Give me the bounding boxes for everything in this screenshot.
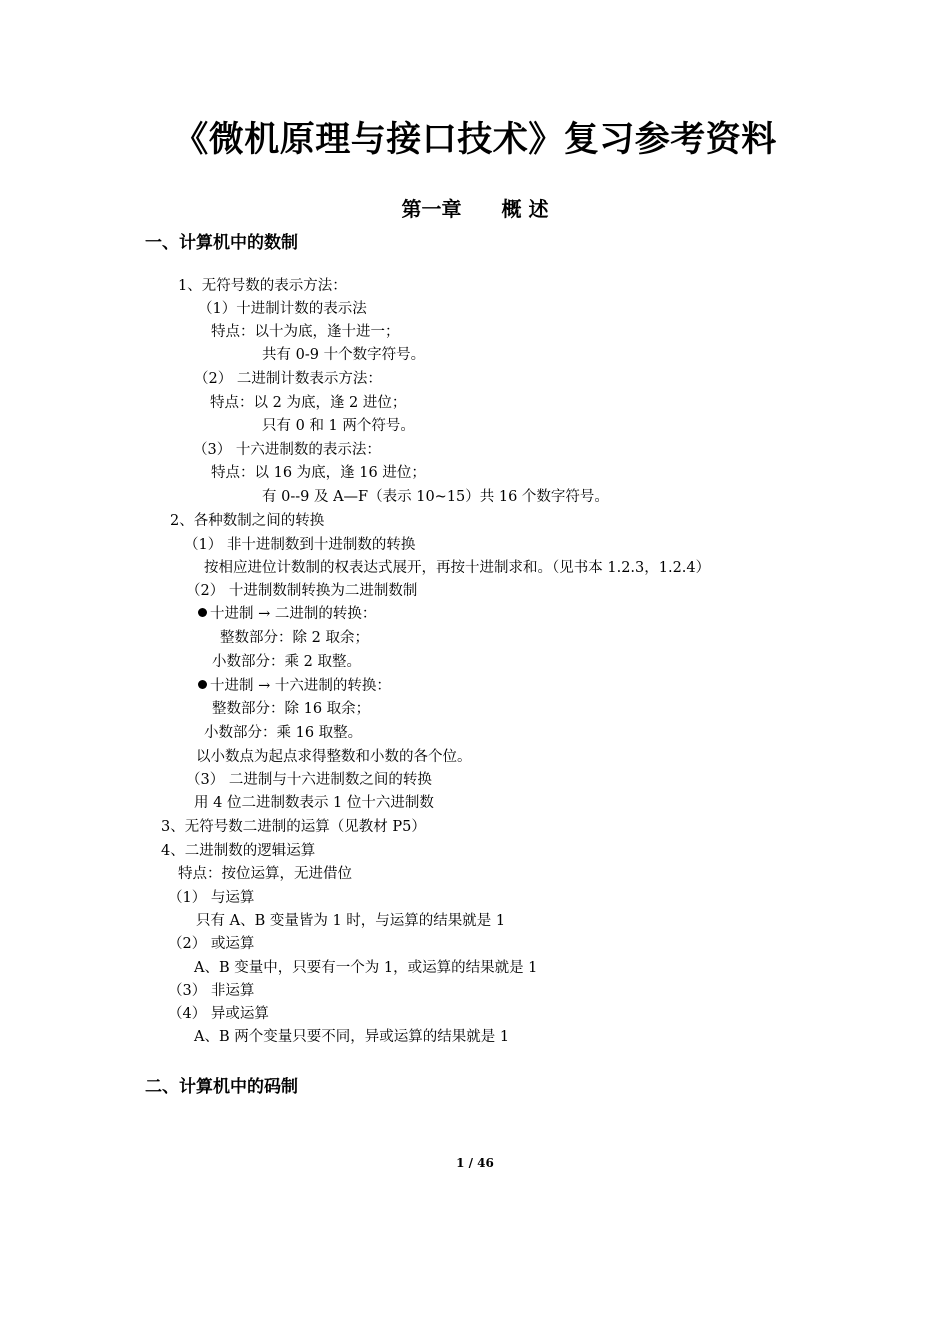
text-line: 整数部分：除 2 取余； — [220, 630, 369, 646]
section-heading-number-systems: 一、计算机中的数制 — [145, 233, 298, 253]
text-line: （4） 异或运算 — [168, 1006, 269, 1022]
text-line: 以小数点为起点求得整数和小数的各个位。 — [196, 749, 472, 765]
page-number: 1 / 46 — [456, 1156, 494, 1170]
text-line: （1）十进制计数的表示法 — [198, 301, 367, 317]
text-line: 4、二进制数的逻辑运算 — [161, 843, 316, 859]
text-line: （1） 与运算 — [168, 890, 255, 906]
text-line: 小数部分：乘 2 取整。 — [212, 654, 361, 670]
text-line: 小数部分：乘 16 取整。 — [204, 725, 363, 741]
document-title: 《微机原理与接口技术》复习参考资料 — [173, 120, 777, 160]
bullet-icon — [198, 608, 207, 617]
text-line: （2） 二进制计数表示方法： — [194, 371, 382, 387]
text-line: 共有 0-9 十个数字符号。 — [262, 347, 426, 363]
text-line: 只有 0 和 1 两个符号。 — [262, 418, 415, 434]
text-line: 整数部分：除 16 取余； — [212, 701, 371, 717]
text-line: （2） 或运算 — [168, 936, 255, 952]
text-line: （3） 二进制与十六进制数之间的转换 — [186, 772, 432, 788]
text-line: 特点：以十为底，逢十进一； — [211, 324, 400, 340]
text-line: A、B 两个变量只要不同，异或运算的结果就是 1 — [194, 1029, 510, 1045]
text-line: 只有 A、B 变量皆为 1 时，与运算的结果就是 1 — [196, 913, 506, 929]
section-heading-codes: 二、计算机中的码制 — [145, 1077, 298, 1097]
text-line: 2、各种数制之间的转换 — [170, 513, 325, 529]
bullet-text: 十进制 → 二进制的转换： — [210, 606, 377, 622]
text-line: （1） 非十进制数到十进制数的转换 — [184, 537, 416, 553]
text-line: 用 4 位二进制数表示 1 位十六进制数 — [194, 795, 434, 811]
text-line: （2） 十进制数制转换为二进制数制 — [186, 583, 418, 599]
text-line: 按相应进位计数制的权表达式展开，再按十进制求和。（见书本 1.2.3，1.2.4） — [204, 560, 711, 576]
text-line: A、B 变量中，只要有一个为 1，或运算的结果就是 1 — [194, 960, 538, 976]
text-line: （3） 十六进制数的表示法： — [193, 442, 381, 458]
bullet-icon — [198, 680, 207, 689]
text-line: 特点：以 16 为底，逢 16 进位； — [211, 465, 426, 481]
text-line: （3） 非运算 — [168, 983, 255, 999]
text-line: 特点：按位运算，无进借位 — [178, 866, 352, 882]
text-line: 有 0--9 及 A—F（表示 10~15）共 16 个数字符号。 — [262, 489, 609, 505]
bullet-item — [198, 674, 391, 695]
text-line: 3、无符号数二进制的运算（见教材 P5） — [161, 819, 426, 835]
bullet-text: 十进制 → 十六进制的转换： — [210, 678, 391, 694]
text-line: 1、无符号数的表示方法： — [178, 278, 347, 294]
chapter-heading: 第一章 概 述 — [401, 197, 549, 221]
bullet-item — [198, 602, 376, 623]
text-line: 特点：以 2 为底，逢 2 进位； — [210, 395, 407, 411]
